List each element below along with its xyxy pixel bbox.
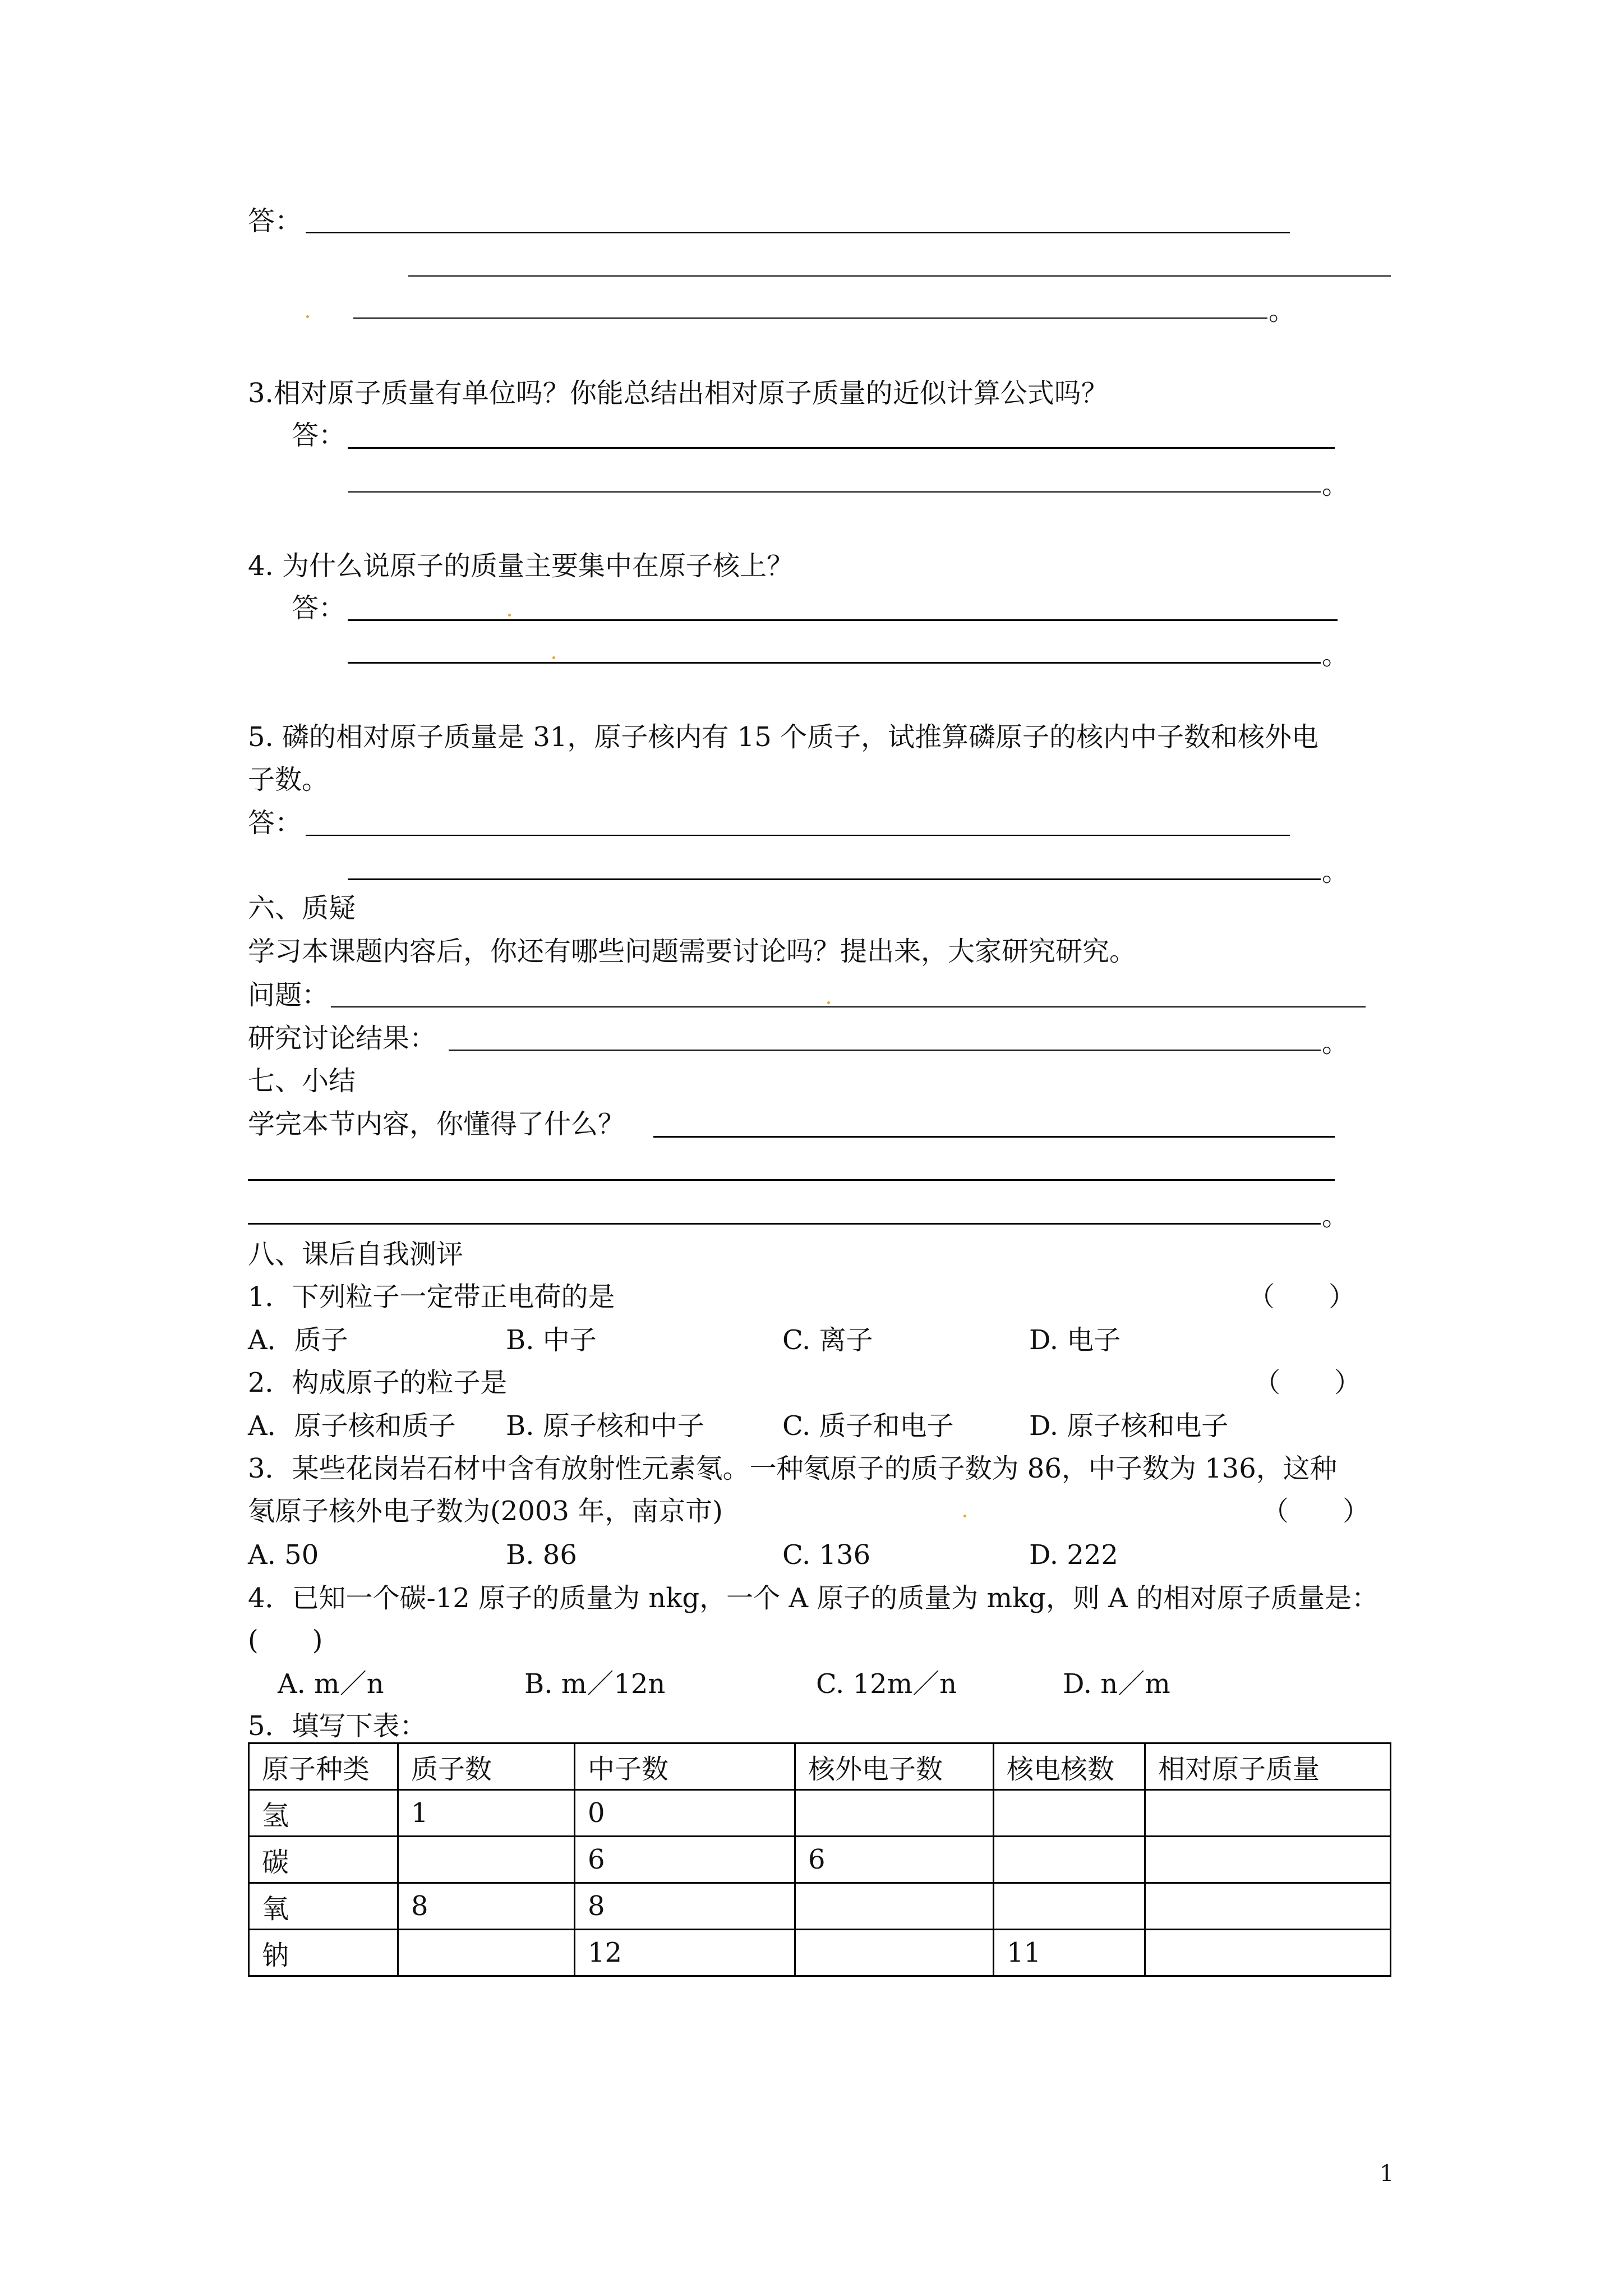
q4-question: 4. 为什么说原子的质量主要集中在原子核上？: [248, 550, 794, 582]
quiz-q3-option-c[interactable]: C. 136: [782, 1539, 871, 1571]
q2-end-mark: 。: [1269, 295, 1296, 326]
q2-answer-line-1[interactable]: [306, 232, 1290, 233]
table-cell[interactable]: 0: [575, 1790, 795, 1837]
table-header-cell: 原子种类: [249, 1743, 398, 1790]
q3-question: 3.相对原子质量有单位吗？你能总结出相对原子质量的近似计算公式吗？: [248, 378, 1108, 409]
quiz-q4-option-d[interactable]: D. n／m: [1063, 1668, 1170, 1700]
table-cell[interactable]: [994, 1837, 1145, 1883]
table-cell[interactable]: 8: [575, 1883, 795, 1930]
table-cell: 氧: [249, 1883, 398, 1930]
quiz-q3-option-b[interactable]: B. 86: [506, 1539, 577, 1571]
table-row: [249, 1930, 1391, 1976]
q3-answer-label: 答：: [292, 420, 346, 451]
q4-answer-line-1[interactable]: [348, 619, 1338, 621]
table-cell: 碳: [249, 1837, 398, 1883]
quiz-q5-stem: 5．填写下表：: [248, 1710, 427, 1742]
table-cell[interactable]: [1145, 1883, 1391, 1930]
quiz-q1-option-a[interactable]: A．质子: [248, 1324, 348, 1356]
q3-end-mark: 。: [1322, 469, 1349, 500]
section6-question-line[interactable]: [331, 1006, 1366, 1007]
quiz-q1-option-d[interactable]: D. 电子: [1029, 1324, 1121, 1356]
section7-heading: 七、小结: [248, 1065, 356, 1097]
quiz-q3-stem-line-1: 3．某些花岗岩石材中含有放射性元素氡。一种氡原子的质子数为 86，中子数为 136，这种: [248, 1453, 1337, 1484]
quiz-q2-option-d[interactable]: D. 原子核和电子: [1029, 1410, 1229, 1442]
table-cell[interactable]: [398, 1930, 575, 1976]
q3-answer-line-2[interactable]: [348, 491, 1321, 493]
table-cell[interactable]: 1: [398, 1790, 575, 1837]
quiz-q4-stem-line-1: 4．已知一个碳-12 原子的质量为 nkg，一个 A 原子的质量为 mkg，则 A 的相对原子质量是：: [248, 1582, 1379, 1614]
table-cell[interactable]: [994, 1883, 1145, 1930]
quiz-q3-option-d[interactable]: D. 222: [1029, 1539, 1118, 1571]
scan-speck: [963, 1515, 966, 1517]
table-cell[interactable]: [795, 1930, 994, 1976]
scan-speck: [827, 1001, 830, 1004]
section6-result-label: 研究讨论结果：: [248, 1023, 437, 1054]
q5-end-mark: 。: [1322, 856, 1349, 887]
table-header-cell: 核外电子数: [795, 1743, 994, 1790]
quiz-q4-option-a[interactable]: A. m／n: [278, 1668, 384, 1700]
quiz-q4-answer-bracket[interactable]: ( ): [248, 1625, 323, 1656]
quiz-q1-option-c[interactable]: C. 离子: [782, 1324, 873, 1356]
table-cell: 氢: [249, 1790, 398, 1837]
table-cell[interactable]: [1145, 1837, 1391, 1883]
table-cell[interactable]: [795, 1790, 994, 1837]
quiz-q4-option-b[interactable]: B. m／12n: [524, 1668, 666, 1700]
scan-speck: [552, 656, 555, 659]
table-cell[interactable]: [994, 1790, 1145, 1837]
quiz-q2-answer-bracket[interactable]: （ ）: [1253, 1367, 1362, 1398]
table-header-cell: 相对原子质量: [1145, 1743, 1391, 1790]
q4-answer-line-2[interactable]: [348, 662, 1321, 664]
q2-answer-label: 答：: [248, 205, 302, 237]
quiz-q3-answer-bracket[interactable]: （ ）: [1262, 1496, 1370, 1527]
quiz-q2-stem: 2．构成原子的粒子是: [248, 1367, 508, 1398]
section7-answer-line-1[interactable]: [653, 1136, 1335, 1138]
table-row: [249, 1790, 1391, 1837]
quiz-q2-option-b[interactable]: B. 原子核和中子: [506, 1410, 704, 1442]
section7-answer-line-3[interactable]: [248, 1223, 1321, 1225]
section7-answer-line-2[interactable]: [248, 1179, 1335, 1181]
q5-answer-line-2[interactable]: [348, 878, 1321, 880]
section6-heading: 六、质疑: [248, 892, 356, 924]
table-header-cell: 质子数: [398, 1743, 575, 1790]
section6-question-label: 问题：: [248, 979, 329, 1011]
q4-end-mark: 。: [1322, 639, 1349, 671]
quiz-q1-option-b[interactable]: B. 中子: [506, 1324, 597, 1356]
table-cell[interactable]: [1145, 1930, 1391, 1976]
section6-result-line[interactable]: [449, 1050, 1321, 1051]
table-cell[interactable]: 6: [575, 1837, 795, 1883]
section8-heading: 八、课后自我测评: [248, 1239, 464, 1270]
table-cell[interactable]: [795, 1883, 994, 1930]
section6-prompt: 学习本课题内容后，你还有哪些问题需要讨论吗？提出来，大家研究研究。: [248, 936, 1137, 967]
scan-speck: [508, 614, 511, 616]
q2-answer-line-3[interactable]: [353, 318, 1267, 319]
page-number: 1: [1380, 2161, 1394, 2187]
table-cell[interactable]: 11: [994, 1930, 1145, 1976]
table-cell[interactable]: 8: [398, 1883, 575, 1930]
section6-end-mark: 。: [1322, 1027, 1349, 1059]
q4-answer-label: 答：: [292, 592, 346, 624]
q3-answer-line-1[interactable]: [348, 447, 1335, 449]
table-header-cell: 中子数: [575, 1743, 795, 1790]
table-header-row: [249, 1743, 1391, 1790]
quiz-q4-option-c[interactable]: C. 12m／n: [816, 1668, 957, 1700]
section7-prompt: 学完本节内容，你懂得了什么？: [248, 1108, 625, 1140]
quiz-q2-option-c[interactable]: C. 质子和电子: [782, 1410, 954, 1442]
table-row: [249, 1883, 1391, 1930]
table-cell[interactable]: 6: [795, 1837, 994, 1883]
table-header-cell: 核电核数: [994, 1743, 1145, 1790]
atom-data-table: [248, 1742, 1391, 1977]
quiz-q2-option-a[interactable]: A．原子核和质子: [248, 1410, 456, 1442]
table-cell[interactable]: 12: [575, 1930, 795, 1976]
quiz-q1-answer-bracket[interactable]: （ ）: [1248, 1281, 1356, 1313]
quiz-q3-stem-line-2: 氡原子核外电子数为(2003 年，南京市): [248, 1496, 723, 1527]
quiz-q3-option-a[interactable]: A. 50: [248, 1539, 319, 1571]
q5-question-line-2: 子数。: [248, 764, 329, 795]
table-cell: 钠: [249, 1930, 398, 1976]
q5-question-line-1: 5. 磷的相对原子质量是 31，原子核内有 15 个质子，试推算磷原子的核内中子数和核外电: [248, 721, 1318, 753]
scan-speck: [306, 315, 309, 318]
quiz-q1-stem: 1．下列粒子一定带正电荷的是: [248, 1281, 615, 1313]
table-cell[interactable]: [398, 1837, 575, 1883]
q2-answer-line-2[interactable]: [408, 275, 1391, 277]
table-row: [249, 1837, 1391, 1883]
q5-answer-label: 答：: [248, 807, 302, 839]
q5-answer-line-1[interactable]: [306, 835, 1290, 836]
section7-end-mark: 。: [1322, 1200, 1349, 1232]
table-cell[interactable]: [1145, 1790, 1391, 1837]
